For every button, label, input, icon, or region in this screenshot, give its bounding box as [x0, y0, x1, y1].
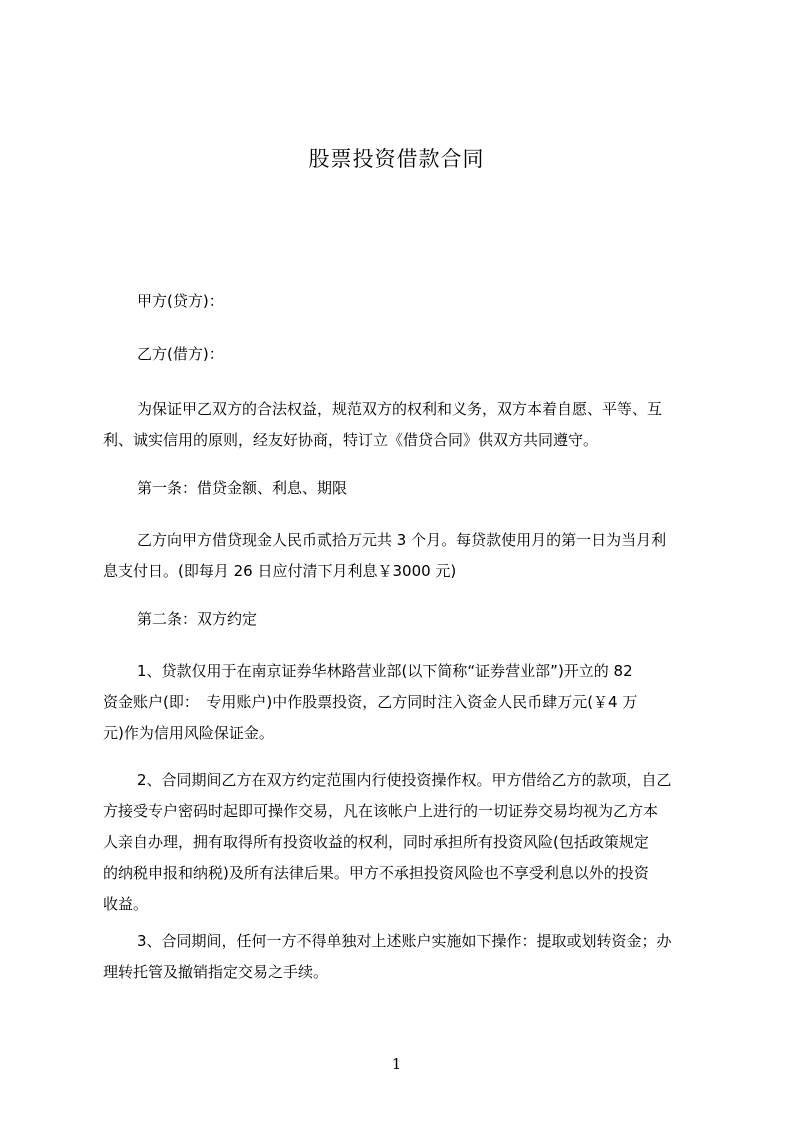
item2-line: 的纳税申报和纳税)及所有法律后果。甲方不承担投资风险也不享受利息以外的投资	[103, 864, 649, 882]
article2-item2	[103, 765, 708, 920]
item1-line: 1、贷款仅用于在南京证券华林路营业部(以下简称“证券营业部”)开立的 82	[137, 662, 633, 680]
article2-heading: 第二条：双方约定	[137, 610, 258, 628]
item1-line: 资金账户(即： 专用账户)中作股票投资，乙方同时注入资金人民币肆万元(￥4 万	[103, 693, 638, 711]
intro-line: 利、诚实信用的原则，经友好协商，特订立《借贷合同》供双方共同遵守。	[103, 431, 599, 449]
item1-line: 元)作为信用风险保证金。	[103, 724, 274, 742]
party-a-line: 甲方(贷方)：	[137, 292, 224, 310]
article2-item3	[103, 926, 708, 988]
article1-line: 息支付日。(即每月 26 日应付清下月利息￥3000 元)	[103, 562, 457, 580]
article1-paragraph	[103, 525, 708, 587]
intro-line: 为保证甲乙双方的合法权益，规范双方的权利和义务，双方本着自愿、平等、互	[137, 400, 663, 418]
item2-line: 方接受专户密码时起即可操作交易，凡在该帐户上进行的一切证券交易均视为乙方本	[103, 802, 659, 820]
article1-line: 乙方向甲方借贷现金人民币贰拾万元共 3 个月。每贷款使用月的第一日为当月利	[137, 531, 667, 549]
item2-line: 2、合同期间乙方在双方约定范围内行使投资操作权。甲方借给乙方的款项，自乙	[137, 771, 672, 789]
item2-line: 人亲自办理，拥有取得所有投资收益的权利，同时承担所有投资风险(包括政策规定	[103, 833, 649, 851]
item3-line: 理转托管及撤销指定交易之手续。	[103, 963, 329, 981]
contract-title: 股票投资借款合同	[308, 147, 485, 171]
page-number: 1	[391, 1055, 402, 1073]
article1-heading: 第一条：借贷金额、利息、期限	[137, 479, 348, 497]
intro-paragraph	[103, 394, 708, 456]
article2-item1	[103, 656, 708, 749]
item2-line: 收益。	[103, 895, 149, 913]
item3-line: 3、合同期间，任何一方不得单独对上述账户实施如下操作：提取或划转资金；办	[137, 932, 672, 950]
party-b-line: 乙方(借方)：	[137, 345, 224, 363]
